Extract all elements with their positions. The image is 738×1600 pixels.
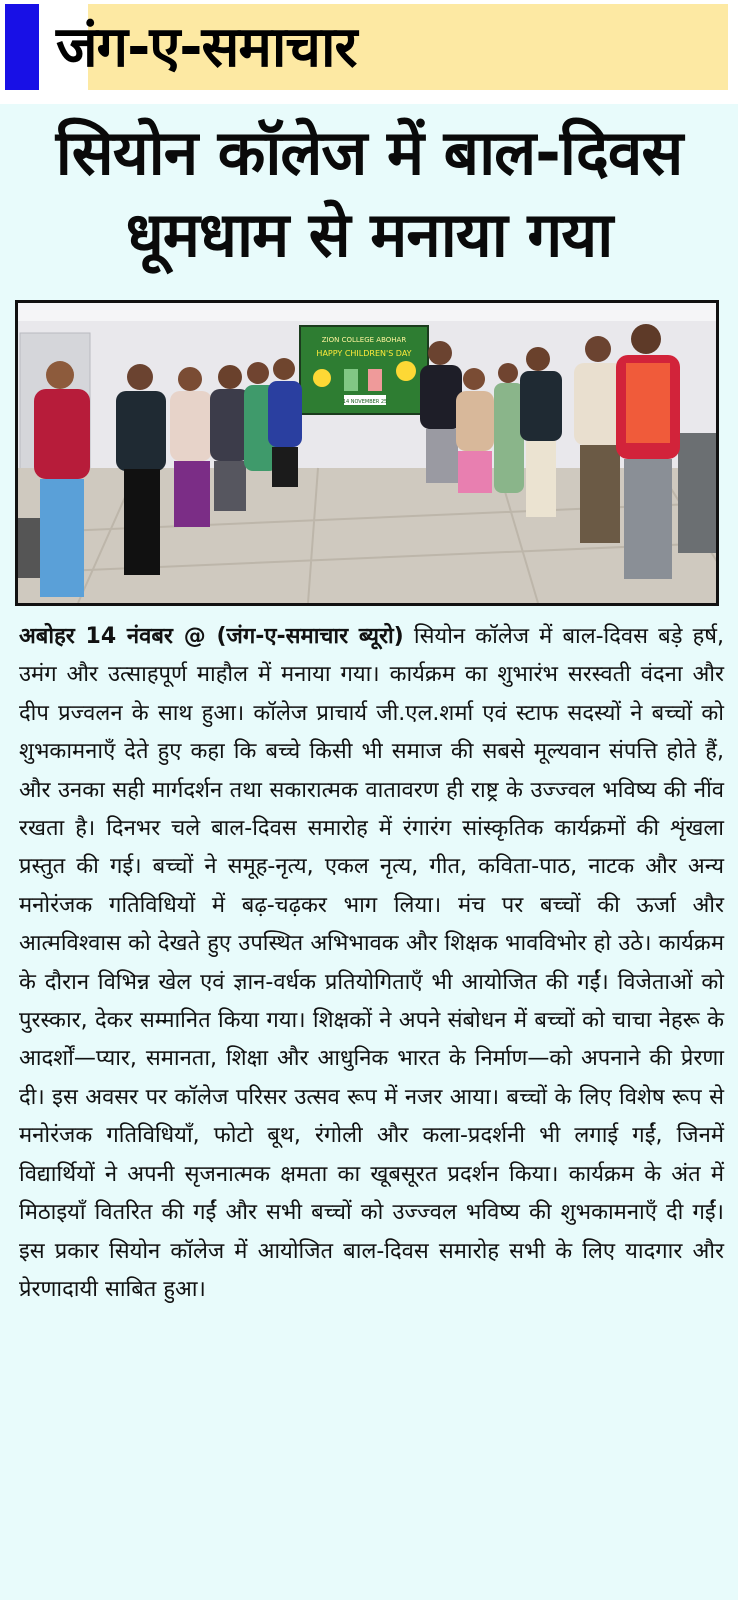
article-body: [19, 618, 724, 1309]
group-photo-image: [18, 303, 716, 603]
headline: [0, 112, 738, 276]
masthead: [0, 0, 738, 104]
board-caption-1: ZION COLLEGE ABOHAR: [321, 336, 407, 344]
board-date: 14 NOVEMBER 25: [342, 399, 388, 405]
headline-line-2: धूमधाम से मनाया गया: [125, 198, 613, 271]
headline-line-1: सियोन कॉलेज में बाल-दिवस: [55, 116, 683, 189]
board-caption-2: HAPPY CHILDREN'S DAY: [316, 349, 412, 358]
newspaper-title: जंग-ए-समाचार: [56, 15, 357, 80]
event-photo: [15, 300, 719, 606]
article-dateline: अबोहर 14 नंवबर @ (जंग-ए-समाचार ब्यूरो): [19, 624, 404, 649]
article-text: सियोन कॉलेज में बाल-दिवस बड़े हर्ष, उमंग और उत्साहपूर्ण माहौल में मनाया गया। कार्यक्रम का शुभारंभ सरस्वती वंदना और दीप प्रज्वलन के साथ हुआ। कॉलेज प्राचार्य जी.एल.शर्मा एवं स्टाफ सदस्यों ने बच्चों को शुभकामनाएँ देते हुए कहा कि बच्चे किसी भी समाज की सबसे मूल्यवान संपत्ति होते हैं, और उनका सही मार्गदर्शन तथा सकारात्मक वातावरण ही राष्ट्र के उज्ज्वल भविष्य की नींव रखता है। दिनभर चले बाल-दिवस समारोह में रंगारंग सांस्कृतिक कार्यक्रमों की शृंखला प्रस्तुत की गई। बच्चों ने समूह-नृत्य, एकल नृत्य, गीत, कविता-पाठ, नाटक और अन्य मनोरंजक गतिविधियों में बढ़-चढ़कर भाग लिया। मंच पर बच्चों की ऊर्जा और आत्मविश्वास को देखते हुए उपस्थित अभिभावक और शिक्षक भावविभोर हो उठे। कार्यक्रम के दौरान विभिन्न खेल एवं ज्ञान-वर्धक प्रतियोगिताएँ भी आयोजित की गईं। विजेताओं को पुरस्कार, देकर सम्मानित किया गया। शिक्षकों ने अपने संबोधन में बच्चों को चाचा नेहरू के आदर्शों—प्यार, समानता, शिक्षा और आधुनिक भारत के निर्माण—को अपनाने की प्रेरणा दी। इस अवसर पर कॉलेज परिसर उत्सव रूप में नजर आया। बच्चों के लिए विशेष रूप से मनोरंजक गतिविधियाँ, फोटो बूथ, रंगोली और कला-प्रदर्शनी भी लगाई गईं, जिनमें विद्यार्थियों ने अपनी सृजनात्मक क्षमता का खूबसूरत प्रदर्शन किया। कार्यक्रम के अंत में मिठाइयाँ वितरित की गईं और सभी बच्चों को उज्ज्वल भविष्य की शुभकामनाएँ दी गईं। इस प्रकार सियोन कॉलेज में आयोजित बाल-दिवस समारोह सभी के लिए यादगार और प्रेरणादायी साबित हुआ।: [19, 624, 724, 1302]
masthead-blue-bar: [5, 4, 39, 90]
